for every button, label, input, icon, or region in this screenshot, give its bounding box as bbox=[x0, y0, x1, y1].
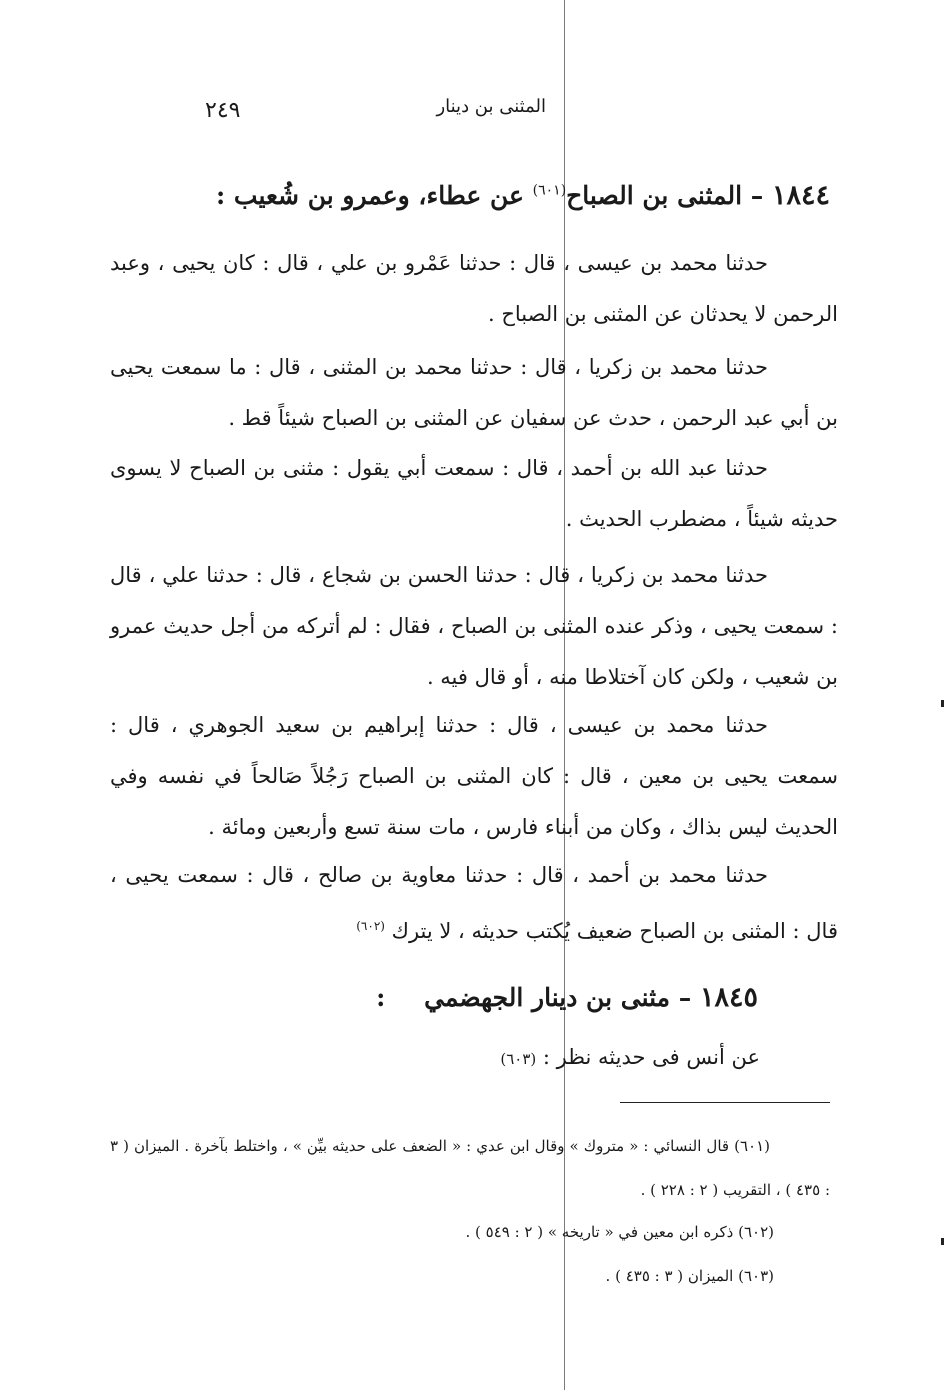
paragraph-text: حدثنا عبد الله بن أحمد ، قال : سمعت أبي يقول : مثنى بن الصباح لا يسوى حديثه شيئاً ، مضطرب الحديث . bbox=[110, 456, 838, 531]
footnote-601 bbox=[110, 1124, 830, 1212]
paragraph bbox=[110, 850, 838, 957]
paragraph-text: حدثنا محمد بن أحمد ، قال : حدثنا معاوية بن صالح ، قال : سمعت يحيى ، قال : المثنى بن الصباح ضعيف يُكتب حديثه ، لا يترك bbox=[110, 863, 838, 943]
entry-rest: : bbox=[376, 983, 386, 1012]
paragraph-text: حدثنا محمد بن زكريا ، قال : حدثنا الحسن بن شجاع ، قال : حدثنا علي ، قال : سمعت يحيى ، وذكر عنده المثنى بن الصباح ، فقال : لم أتركه من أجل حديث عمرو بن شعيب ، ولكن كان آختلاطا منه ، أو قال فيه . bbox=[110, 563, 838, 689]
footnote-ref[interactable]: (٦٠٣) bbox=[500, 1050, 537, 1068]
footnote-ref[interactable]: (٦٠١) bbox=[532, 182, 567, 199]
paragraph-text: حدثنا محمد بن عيسى ، قال : حدثنا إبراهيم بن سعيد الجوهري ، قال : سمعت يحيى بن معين ، قال : كان المثنى بن الصباح رَجُلاً صَالحاً في نفسه وفي الحديث ليس بذاك ، وكان من أبناء فارس ، مات سنة تسع وأربعين ومائة . bbox=[110, 713, 838, 839]
paragraph-text: عن أنس فى حديثه نظر : bbox=[542, 1045, 760, 1069]
footnote-label: (٦٠٣) bbox=[738, 1267, 774, 1285]
entry-number: ١٨٤٤ bbox=[771, 180, 830, 211]
entry-heading-1844 bbox=[110, 180, 830, 211]
paragraph bbox=[110, 443, 838, 545]
running-title: المثنى بن دينار bbox=[436, 96, 546, 117]
entry-dash: – bbox=[750, 181, 764, 210]
page-number: ٢٤٩ bbox=[205, 98, 241, 123]
paragraph bbox=[110, 700, 838, 853]
paragraph bbox=[110, 238, 838, 340]
paragraph-text: حدثنا محمد بن عيسى ، قال : حدثنا عَمْرو بن علي ، قال : كان يحيى ، وعبد الرحمن لا يحدثان عن المثنى بن الصباح . bbox=[110, 251, 838, 326]
paragraph-text: حدثنا محمد بن زكريا ، قال : حدثنا محمد بن المثنى ، قال : ما سمعت يحيى بن أبي عبد الرحمن ، حدث عن سفيان عن المثنى بن الصباح شيئاً قط . bbox=[110, 355, 838, 430]
footnote-603 bbox=[110, 1254, 830, 1298]
entry-rest: عن عطاء، وعمرو بن شُعيب : bbox=[215, 181, 524, 210]
entry-number: ١٨٤٥ bbox=[699, 982, 758, 1013]
footnote-label: (٦٠١) bbox=[734, 1137, 770, 1155]
footnote-text: قال النسائي : « متروك » وقال ابن عدي : « الضعف على حديثه بيِّن » ، واختلط بآخرة . الميزان ( ٣ : ٤٣٥ ) ، التقريب ( ٢ : ٢٢٨ ) . bbox=[110, 1137, 830, 1199]
paragraph bbox=[110, 550, 838, 703]
paragraph bbox=[110, 1032, 760, 1085]
scan-mark bbox=[941, 1238, 944, 1245]
entry-dash: – bbox=[678, 983, 692, 1012]
scan-mark bbox=[941, 700, 944, 707]
footnote-text: ذكره ابن معين في « تاريخه » ( ٢ : ٥٤٩ ) . bbox=[465, 1223, 734, 1241]
footnote-602 bbox=[110, 1210, 830, 1254]
footnote-divider bbox=[620, 1102, 830, 1103]
footnote-ref[interactable]: (٦٠٢) bbox=[356, 919, 385, 933]
entry-heading-1845 bbox=[110, 982, 758, 1013]
footnote-label: (٦٠٢) bbox=[738, 1223, 774, 1241]
entry-name: مثنى بن دينار الجهضمي bbox=[424, 983, 671, 1012]
footnote-text: الميزان ( ٣ : ٤٣٥ ) . bbox=[605, 1267, 734, 1285]
paragraph bbox=[110, 342, 838, 444]
entry-name: المثنى بن الصباح bbox=[566, 181, 743, 210]
